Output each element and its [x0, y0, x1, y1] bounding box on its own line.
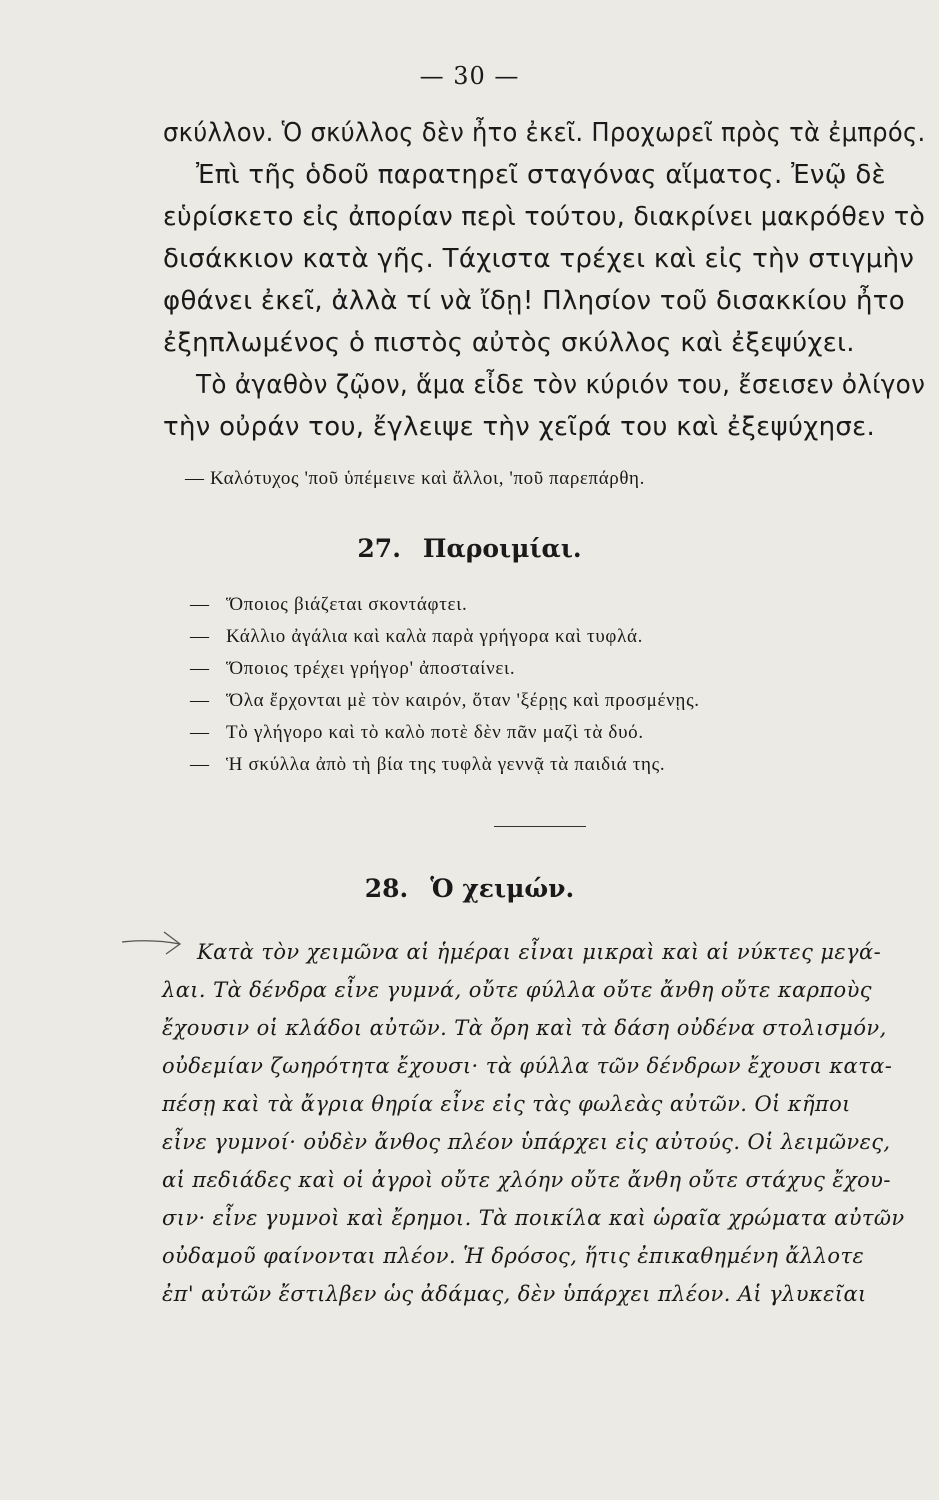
winter-text-line: ἔχουσιν οἱ κλάδοι αὐτῶν. Τὰ ὄρη καὶ τὰ δάση οὐδένα στολισμόν,	[162, 1016, 887, 1040]
proverb-text: Τὸ γλήγορο καὶ τὸ καλὸ ποτὲ δὲν πᾶν μαζὶ τὰ δυό.	[226, 722, 644, 743]
proverb-dash: —	[190, 594, 210, 615]
winter-text-line: εἶνε γυμνοί· οὐδὲν ἄνθος πλέον ὑπάρχει εἰς αὐτούς. Οἱ λειμῶνες,	[162, 1130, 891, 1154]
paragraph-line: ἐξηπλωμένος ὁ πιστὸς αὐτὸς σκύλλος καὶ ἐξεψύχει.	[163, 328, 855, 358]
proverb-dash: —	[190, 754, 210, 775]
winter-text-line: οὐδεμίαν ζωηρότητα ἔχουσι· τὰ φύλλα τῶν δένδρων ἔχουσι κατα-	[162, 1054, 893, 1078]
paragraph-line: φθάνει ἐκεῖ, ἀλλὰ τί νὰ ἴδῃ! Πλησίον τοῦ δισακκίου ἦτο	[163, 286, 905, 316]
proverb-text: Ὅποιος βιάζεται σκοντάφτει.	[226, 594, 468, 615]
section-27-title: Παροιμίαι.	[422, 534, 582, 563]
winter-text-line: πέσῃ καὶ τὰ ἄγρια θηρία εἶνε εἰς τὰς φωλεὰς αὐτῶν. Οἱ κῆποι	[162, 1092, 851, 1116]
proverb-line	[190, 626, 643, 648]
paragraph-line: Ἐπὶ τῆς ὁδοῦ παρατηρεῖ σταγόνας αἵματος. Ἐνῷ δὲ	[196, 160, 886, 190]
proverb-dash: —	[190, 722, 210, 743]
paragraph-line: εὑρίσκετο εἰς ἀπορίαν περὶ τούτου, διακρίνει μακρόθεν τὸ	[163, 202, 926, 232]
proverb-dash: —	[190, 626, 210, 647]
section-28-heading	[0, 874, 939, 903]
section-27-number: 27.	[357, 534, 401, 563]
winter-text-line: Κατὰ τὸν χειμῶνα αἱ ἡμέραι εἶναι μικραὶ καὶ αἱ νύκτες μεγά-	[197, 940, 882, 964]
proverb-line	[190, 722, 644, 744]
proverb-line	[190, 690, 700, 712]
page-number: — 30 —	[419, 62, 520, 90]
proverb-text: Κάλλιο ἀγάλια καὶ καλὰ παρὰ γρήγορα καὶ τυφλά.	[226, 626, 644, 647]
winter-text-line: αἱ πεδιάδες καὶ οἱ ἀγροὶ οὔτε χλόην οὔτε ἄνθη οὔτε στάχυς ἔχου-	[162, 1168, 891, 1192]
proverb-line	[190, 594, 468, 616]
paragraph-line: δισάκκιον κατὰ γῆς. Τάχιστα τρέχει καὶ εἰς τὴν στιγμὴν	[163, 244, 915, 274]
section-28-number: 28.	[364, 874, 409, 903]
proverb-text: Ὅποιος τρέχει γρήγορ' ἀποσταίνει.	[226, 658, 516, 679]
closing-note: — Καλότυχος 'ποῦ ὑπέμεινε καὶ ἄλλοι, 'ποῦ παρεπάρθη.	[185, 468, 645, 489]
pencil-arrow-mark	[120, 928, 190, 968]
proverb-line	[190, 658, 515, 680]
paragraph-line: Τὸ ἀγαθὸν ζῷον, ἅμα εἶδε τὸν κύριόν του, ἔσεισεν ὀλίγον	[196, 370, 926, 400]
winter-text-line: οὐδαμοῦ φαίνονται πλέον. Ἡ δρόσος, ἥτις ἐπικαθημένη ἄλλοτε	[162, 1244, 865, 1268]
proverb-line	[190, 754, 665, 776]
proverb-text: Ὅλα ἔρχονται μὲ τὸν καιρόν, ὅταν 'ξέρῃς καὶ προσμένῃς.	[226, 690, 700, 711]
paragraph-line: σκύλλον. Ὁ σκύλλος δὲν ἦτο ἐκεῖ. Προχωρεῖ πρὸς τὰ ἐμπρός.	[163, 118, 926, 148]
proverb-dash: —	[190, 690, 210, 711]
section-27-heading	[0, 534, 939, 563]
section-divider	[494, 826, 586, 827]
winter-text-line: ἐπ' αὐτῶν ἔστιλβεν ὡς ἀδάμας, δὲν ὑπάρχει πλέον. Αἱ γλυκεῖαι	[162, 1282, 867, 1306]
proverb-dash: —	[190, 658, 210, 679]
proverb-text: Ἡ σκύλλα ἀπὸ τὴ βία της τυφλὰ γεννᾷ τὰ παιδιά της.	[226, 754, 666, 775]
paragraph-line: τὴν οὐράν του, ἔγλειψε τὴν χεῖρά του καὶ ἐξεψύχησε.	[163, 412, 876, 442]
winter-text-line: σιν· εἶνε γυμνοὶ καὶ ἔρημοι. Τὰ ποικίλα καὶ ὡραῖα χρώματα αὐτῶν	[162, 1206, 905, 1230]
section-28-title: Ὁ χειμών.	[430, 874, 575, 903]
winter-text-line: λαι. Τὰ δένδρα εἶνε γυμνά, οὔτε φύλλα οὔτε ἄνθη οὔτε καρποὺς	[162, 978, 872, 1002]
